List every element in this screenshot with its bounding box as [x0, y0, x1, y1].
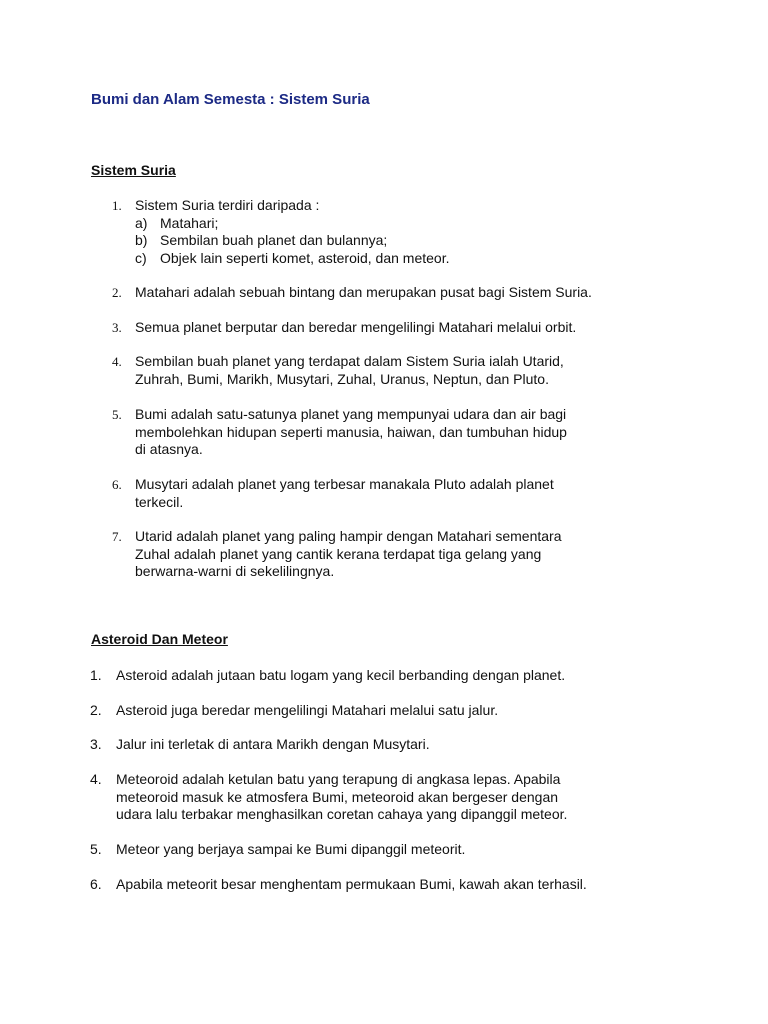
sub-item-letter: b) [135, 232, 148, 248]
list-item-text: terkecil. [135, 493, 184, 510]
list-item-text: Matahari adalah sebuah bintang dan merupakan pusat bagi Sistem Suria. [135, 284, 592, 300]
list-item-number: 7. [112, 529, 122, 544]
list-item-text: Apabila meteorit besar menghentam permukaan Bumi, kawah akan terhasil. [116, 876, 587, 892]
sub-item-letter: c) [135, 249, 147, 266]
list-item-number: 6. [112, 477, 122, 492]
list-item-number: 1. [90, 667, 102, 683]
list-item-text: Jalur ini terletak di antara Marikh dengan Musytari. [116, 736, 430, 752]
list-item-text: Semua planet berputar dan beredar mengelilingi Matahari melalui orbit. [135, 319, 577, 335]
list-item-number: 1. [112, 198, 122, 213]
list-item-number: 4. [112, 354, 122, 369]
sub-item [135, 250, 449, 268]
list-item-text: di atasnya. [135, 441, 203, 457]
sub-item-text: Matahari; [160, 214, 219, 231]
list-item-text: Sistem Suria terdiri daripada : [135, 197, 320, 213]
sub-item-text: Sembilan buah planet dan bulannya; [160, 232, 388, 248]
sub-item [135, 215, 449, 233]
list-item-text: udara lalu terbakar menghasilkan coretan cahaya yang dipanggil meteor. [116, 806, 568, 822]
list-item-text: Asteroid adalah jutaan batu logam yang kecil berbanding dengan planet. [116, 667, 566, 683]
list-item-text: meteoroid masuk ke atmosfera Bumi, meteoroid akan bergeser dengan [116, 788, 559, 805]
list-item-text: berwarna-warni di sekelilingnya. [135, 563, 335, 579]
list-item-number: 5. [112, 407, 122, 422]
list-item-text: Meteoroid adalah ketulan batu yang terapung di angkasa lepas. Apabila [116, 771, 561, 787]
list-item-number: 3. [90, 736, 102, 752]
sub-item-letter: a) [135, 214, 148, 231]
list-item-text: Zuhrah, Bumi, Marikh, Musytari, Zuhal, Uranus, Neptun, dan Pluto. [135, 370, 549, 387]
document-title: Bumi dan Alam Semesta : Sistem Suria [91, 91, 370, 108]
list-item-text: Meteor yang berjaya sampai ke Bumi dipanggil meteorit. [116, 841, 466, 857]
list-item-text: Asteroid juga beredar mengelilingi Matahari melalui satu jalur. [116, 702, 499, 718]
list-item-text: Utarid adalah planet yang paling hampir dengan Matahari sementara [135, 528, 562, 544]
list-item-text: membolehkan hidupan seperti manusia, haiwan, dan tumbuhan hidup [135, 423, 567, 440]
list-item-text: Zuhal adalah planet yang cantik kerana terdapat tiga gelang yang [135, 545, 542, 562]
list-item-number: 6. [90, 876, 102, 892]
list-item-text: Musytari adalah planet yang terbesar manakala Pluto adalah planet [135, 476, 554, 492]
section-heading-sistem-suria: Sistem Suria [91, 162, 176, 178]
list-item-number: 2. [112, 285, 122, 300]
list-item-text: Bumi adalah satu-satunya planet yang mempunyai udara dan air bagi [135, 406, 567, 422]
sub-item-text: Objek lain seperti komet, asteroid, dan meteor. [160, 249, 450, 266]
sub-item [135, 232, 449, 250]
section-heading-asteroid-meteor: Asteroid Dan Meteor [91, 631, 228, 647]
list-item-number: 5. [90, 841, 102, 857]
list-item-number: 2. [90, 702, 102, 718]
list-item-text: Sembilan buah planet yang terdapat dalam Sistem Suria ialah Utarid, [135, 353, 564, 369]
list-item-number: 3. [112, 320, 122, 335]
list-item-number: 4. [90, 771, 102, 787]
